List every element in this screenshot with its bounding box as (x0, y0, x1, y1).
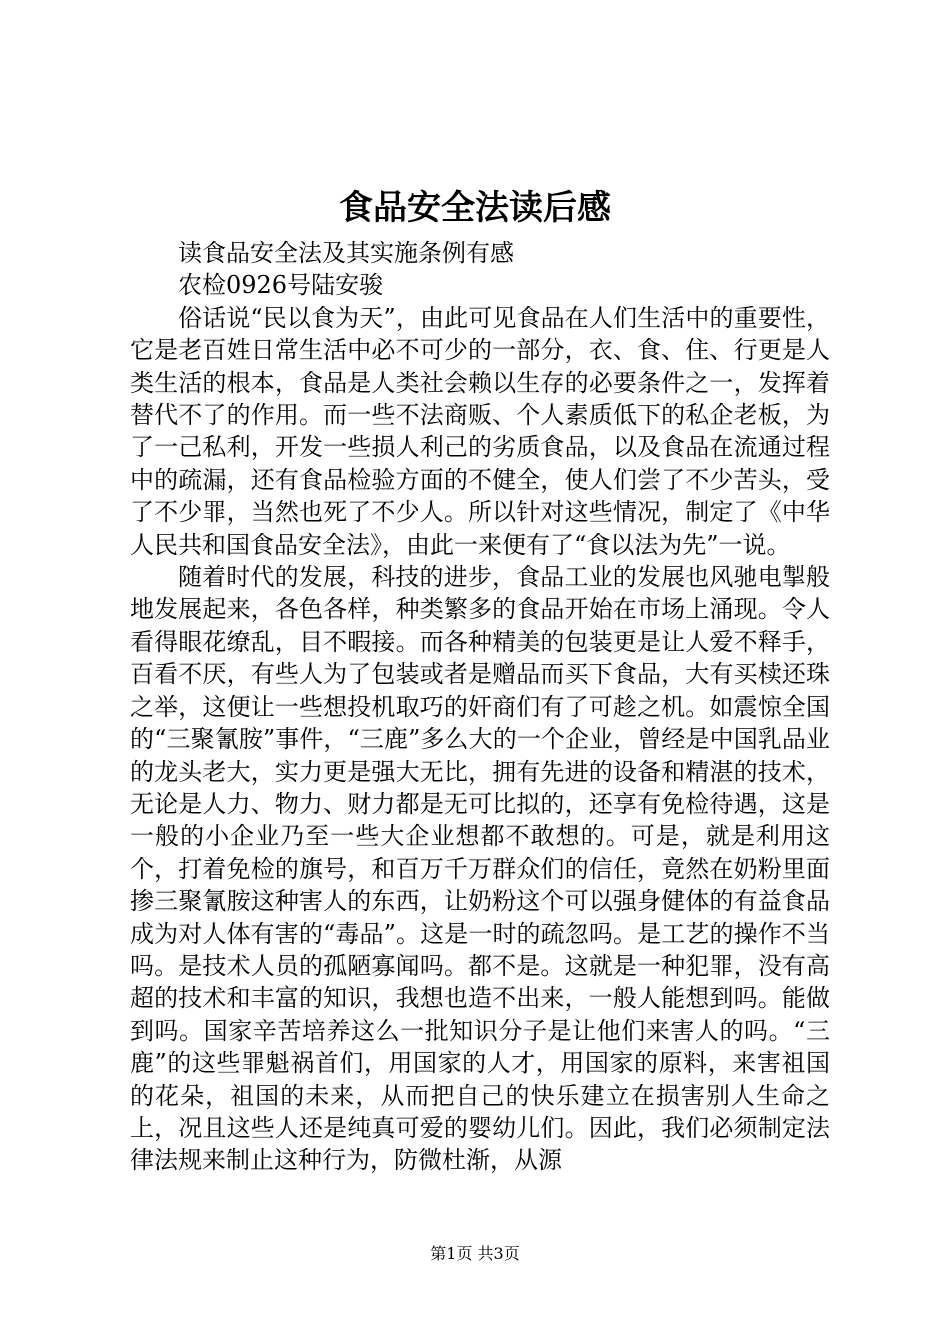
page-indicator: 第1页 共3页 (430, 1244, 520, 1263)
document-body (130, 237, 830, 1177)
author-line: 农检0926号陆安骏 (178, 271, 384, 300)
paragraph: 随着时代的发展，科技的进步，食品工业的发展也风驰电掣般地发展起来，各色各样，种类繁多的食品开始在市场上涌现。令人看得眼花缭乱，目不暇接。而各种精美的包装更是让人爱不释手，百看不厌，有些人为了包装或者是赠品而买下食品，大有买椟还珠之举，这便让一些想投机取巧的奸商们有了可趁之机。如震惊全国的“三聚氰胺”事件，“三鹿”多么大的一个企业，曾经是中国乳品业的龙头老大，实力更是强大无比，拥有先进的设备和精湛的技术，无论是人力、物力、财力都是无可比拟的，还享有免检待遇，这是一般的小企业乃至一些大企业想都不敢想的。可是，就是利用这个，打着免检的旗号，和百万千万群众们的信任，竟然在奶粉里面掺三聚氰胺这种害人的东西，让奶粉这个可以强身健体的有益食品成为对人体有害的“毒品”。这是一时的疏忽吗。是工艺的操作不当吗。是技术人员的孤陋寡闻吗。都不是。这就是一种犯罪，没有高超的技术和丰富的知识，我想也造不出来，一般人能想到吗。能做到吗。国家辛苦培养这么一批知识分子是让他们来害人的吗。“三鹿”的这些罪魁祸首们，用国家的人才，用国家的原料，来害祖国的花朵，祖国的未来，从而把自己的快乐建立在损害别人生命之上，况且这些人还是纯真可爱的婴幼儿们。因此，我们必须制定法律法规来制止这种行为，防微杜渐，从源 (130, 563, 830, 1175)
paragraph: 俗话说“民以食为天”，由此可见食品在人们生活中的重要性，它是老百姓日常生活中必不可少的一部分，衣、食、住、行更是人类生活的根本，食品是人类社会赖以生存的必要条件之一，发挥着替代不了的作用。而一些不法商贩、个人素质低下的私企老板，为了一己私利，开发一些损人利己的劣质食品，以及食品在流通过程中的疏漏，还有食品检验方面的不健全，使人们尝了不少苦头，受了不少罪，当然也死了不少人。所以针对这些情况，制定了《中华人民共和国食品安全法》，由此一来便有了“食以法为先”一说。 (130, 303, 830, 559)
subtitle: 读食品安全法及其实施条例有感 (178, 239, 514, 267)
page-title: 食品安全法读后感 (339, 188, 611, 228)
